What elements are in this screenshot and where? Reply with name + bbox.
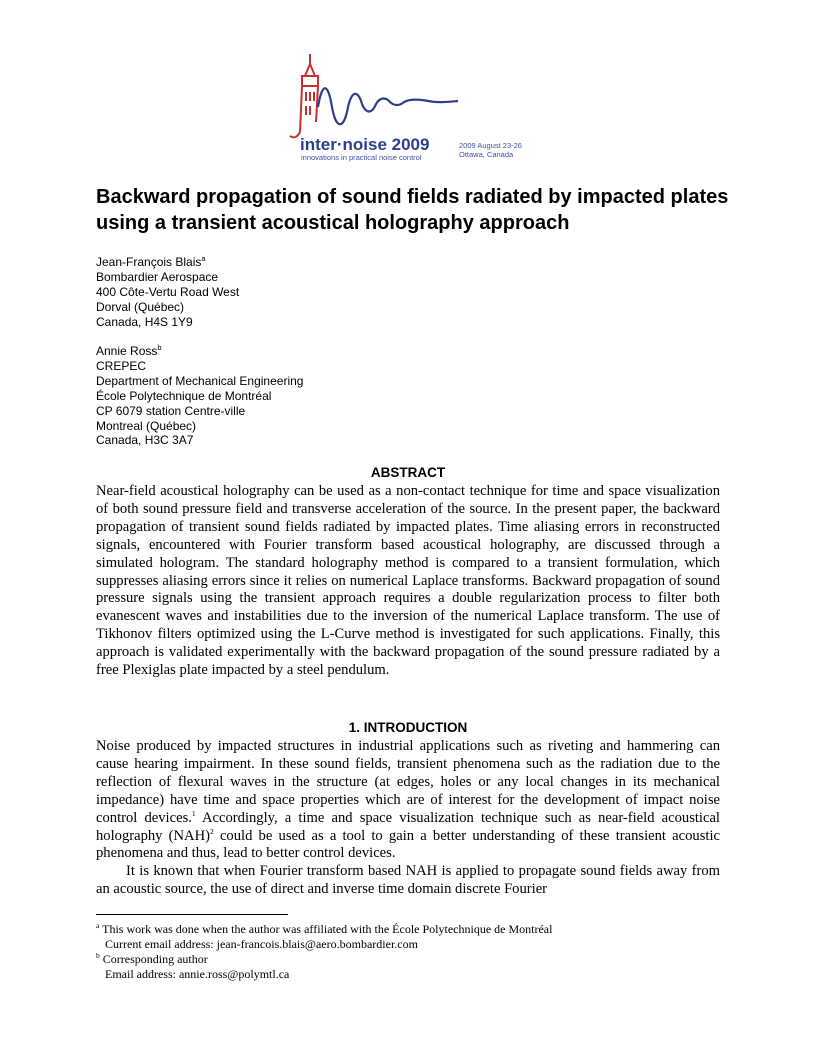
abstract-heading: ABSTRACT [370, 465, 446, 480]
affiliation-line: Dorval (Québec) [96, 299, 185, 314]
affiliation-line: Canada, H3C 3A7 [96, 433, 194, 448]
affiliation-line: CREPEC [96, 358, 147, 373]
affiliation-line: Canada, H4S 1Y9 [96, 314, 193, 329]
affiliation-line: Department of Mechanical Engineering [96, 373, 304, 388]
footnote-divider [96, 914, 288, 915]
abstract-text: Near-field acoustical holography can be used as a non-contact technique for time and space visualization of both sound pressure field and transverse acceleration of the source. In the present paper, the backward propagation of transient sound fields radiated by impacted plates. Time aliasing errors in reconstructed signals, encountered with Fourier transform based acoustical holography, are discussed through a simulated hologram. The standard holography method is compared to a transient formulation, which suppresses aliasing errors since it relies on numerical Laplace transforms. Backward propagation of sound pressure signals using the transient approach requires a double regularization process to filter both evanescent waves and instabilities due to the inversion of the numerical Laplace transform. The use of Tikhonov filters optimized using the L-Curve method is investigated for such applications. Finally, this approach is validated experimentally with the backward propagation of the sound pressure radiated by a free Plexiglas plate impacted by a steel pendulum. [96, 483, 720, 679]
logo-tagline: innovations in practical noise control [301, 153, 422, 162]
author-name: Annie Ross$^b$ [96, 343, 162, 358]
introduction-body [96, 738, 720, 899]
author-mark: b [157, 343, 162, 352]
affiliation-line: Montreal (Québec) [96, 418, 197, 433]
conference-logo [288, 52, 538, 166]
footnote-b: $^b$ Corresponding author [96, 950, 208, 966]
logo-date-location [459, 141, 522, 159]
intro-paragraph-1: Noise produced by impacted structures in industrial applications such as riveting and hammering can cause hearing impairment. In these sound fields, transient phenomena such as the radiation due to the reflection of flexural waves in the structure (at edges, holes or any local changes in its mechanical impedance) have time and space properties which are of interest for the development of impact noise control devices.$^1$ Accordingly, a time and space visualization technique such as near-field acoustical holography (NAH)$^2$ could be used as a tool to gain a better understanding of these transient acoustic phenomena and thus, lead to better control devices. [96, 738, 720, 862]
footnote-line: Email address: annie.ross@polymtl.ca [105, 966, 290, 981]
affiliation-line: 400 Côte-Vertu Road West [96, 284, 240, 299]
paper-title: Backward propagation of sound fields radiated by impacted plates using a transient acoustical holography approach [96, 186, 729, 234]
author-mark: a [201, 254, 206, 263]
abstract-body [96, 483, 720, 680]
intro-paragraph-2: It is known that when Fourier transform based NAH is applied to propagate sound fields away from an acoustic source, the use of direct and inverse time domain discrete Fourier [96, 863, 720, 898]
author-block-1 [96, 255, 239, 330]
author-block-2 [96, 344, 303, 448]
logo-date: 2009 August 23-26 [459, 141, 522, 150]
citation-ref: 1 [191, 808, 196, 818]
introduction-heading: 1. INTRODUCTION [348, 720, 468, 735]
citation-ref: 2 [210, 826, 214, 836]
affiliation-line: École Polytechnique de Montréal [96, 388, 272, 403]
logo-wordmark: inter·noise 2009 [300, 135, 430, 154]
affiliation-line: CP 6079 station Centre-ville [96, 403, 246, 418]
logo-location: Ottawa, Canada [459, 150, 514, 159]
footnote-line: Current email address: jean-francois.blais@aero.bombardier.com [105, 936, 418, 951]
author-name: Jean-François Blais$^a$ [96, 254, 206, 269]
footnote-mark: b [96, 950, 100, 960]
footnote-mark: a [96, 921, 100, 930]
footnote-a: $^a$ This work was done when the author was affiliated with the École Polytechnique de Montréal [96, 921, 553, 936]
footnotes [96, 922, 552, 982]
affiliation-line: Bombardier Aerospace [96, 269, 219, 284]
peace-tower-wave-icon [288, 52, 538, 142]
